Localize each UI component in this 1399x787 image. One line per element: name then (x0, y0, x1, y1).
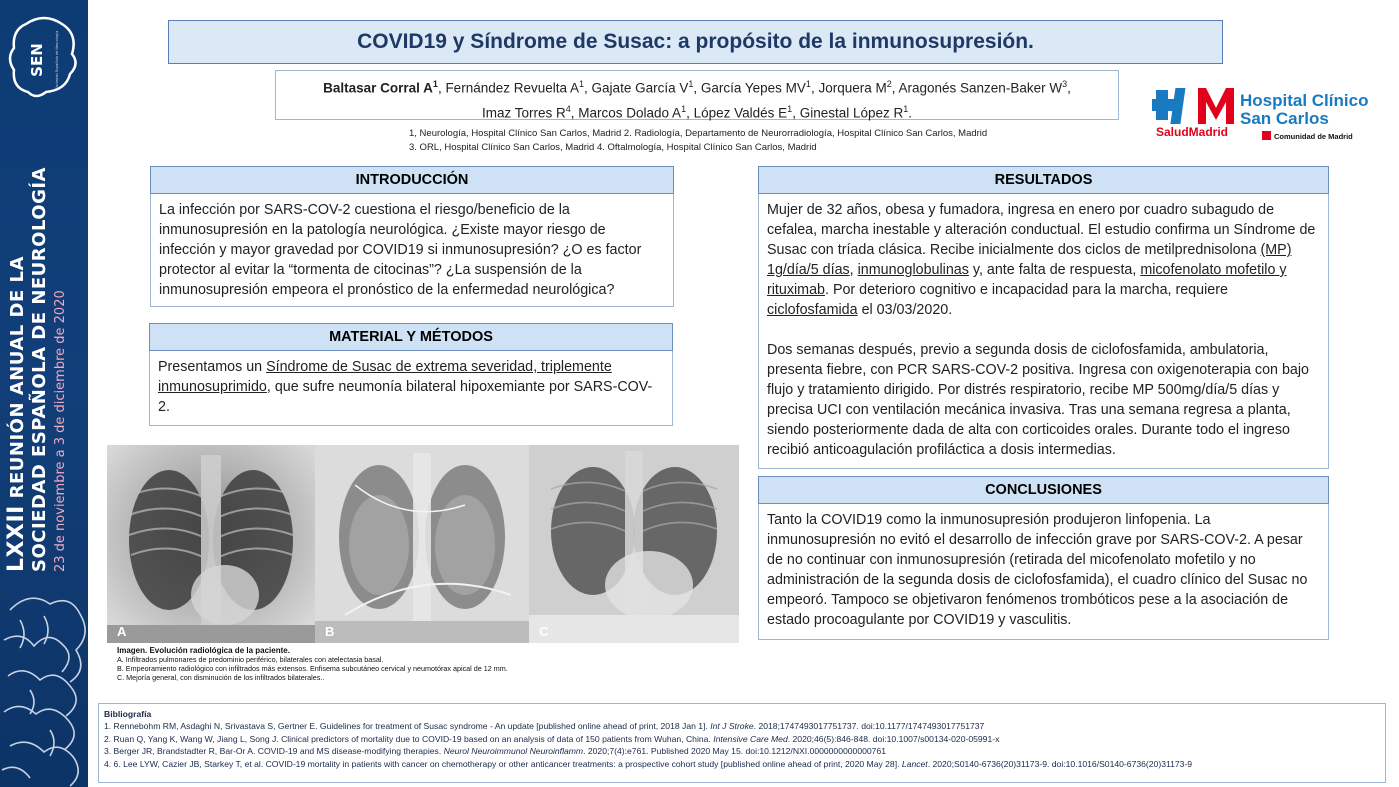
hospital-name-line2: San Carlos (1240, 109, 1329, 128)
methods-highlight: Síndrome de Susac de extrema severidad, triplemente inmunosuprimido (158, 359, 612, 395)
sen-logo-text: SEN (28, 43, 46, 77)
conclusions-body: Tanto la COVID19 como la inmunosupresión produjeron linfopenia. La inmunosupresión no evitó el desarrollo de infección grave por SARS-COV-2. A pesar de no continuar con inmunosupresión (retirada del micofenolato mofetilo y no administración de la segunda dosis de ciclofosfamida), el cuadro clínico del Susac no empeoró. Tampoco se objetivaron fenómenos trombóticos pese a la asociación de estado procoagulante por COVID19 y vasculitis. (758, 504, 1329, 640)
xray-image-c (529, 445, 739, 643)
caption-item: C. Mejoría general, con disminución de los infiltrados bilaterales.. (117, 673, 325, 682)
results-paragraph-2: Dos semanas después, previo a segunda dosis de ciclofosfamida, ambulatoria, presenta fiebre, con PCR SARS-COV-2 positiva. Ingresa con oxigenoterapia con bajo flujo y tratamiento dirigido. Por distrés respiratorio, recibe MP 500mg/día/5 días y precisa UCI con ventilación mecánica invasiva. Tras una semana regresa a planta, siendo posteriormente dada de alta con corticoides orales. Durante todo el ingreso recibió anticoagulación profiláctica a dosis intermedias. (767, 342, 1309, 458)
hospital-logo-icon (1152, 84, 1377, 146)
author-item: , Ginestal López R (792, 105, 904, 120)
bibliography-heading: Bibliografía (104, 709, 152, 719)
results-body (758, 194, 1329, 469)
authors-box (275, 70, 1119, 120)
chest-xray-icon (315, 445, 529, 643)
xray-image-b (315, 445, 529, 643)
image-caption (117, 646, 508, 682)
brain-illustration-icon (0, 590, 88, 787)
author-item: , Gajate García V (584, 80, 689, 96)
affiliation-line2: 3. ORL, Hospital Clínico San Carlos, Madrid 4. Oftalmología, Hospital Clínico San Carlos, Madrid (409, 142, 817, 153)
caption-item: A. Infiltrados pulmonares de predominio periférico, bilaterales con atelectasia basal. (117, 655, 384, 664)
methods-heading: MATERIAL Y MÉTODOS (149, 323, 673, 351)
comunidad-madrid-text: Comunidad de Madrid (1274, 132, 1353, 141)
authors-line2: Imaz Torres $R^4$, Marcos Dolado $A^1$, López Valdés $E^1$, Ginestal López $R^1$. (481, 103, 913, 120)
author-item: , Marcos Dolado A (570, 105, 682, 120)
congress-line1: REUNIÓN ANUAL DE LA (7, 256, 28, 499)
caption-title: Imagen. Evolución radiológica de la paciente. (117, 646, 290, 655)
intro-body: La infección por SARS-COV-2 cuestiona el riesgo/beneficio de la inmunosupresión en la patología neurológica. ¿Existe mayor riesgo de infección y mayor gravedad por COVID19 si inmunosupresión? ¿O es factor protector al evitar la “tormenta de citocinas”? ¿La suspensión de la inmunosupresión empeora el pronóstico de la enfermedad neurológica? (150, 194, 674, 307)
chest-xray-icon (529, 445, 739, 643)
salud-madrid-text: SaludMadrid (1156, 125, 1229, 139)
congress-dates: 23 de noviembre a 3 de diciembre de 2020 (53, 290, 68, 572)
congress-line2: SOCIEDAD ESPAÑOLA DE NEUROLOGÍA (29, 167, 50, 572)
intro-heading: INTRODUCCIÓN (150, 166, 674, 194)
author-item: , López Valdés E (686, 105, 788, 120)
chest-xray-icon (107, 445, 315, 643)
reference-item: 4. 6. Lee LYW, Cazier JB, Starkey T, et al. COVID-19 mortality in patients with cancer on chemotherapy or other anticancer treatments: a prospective cohort study [published online ahead of print, 2020 May 28]. Lancet. 2020;S0140-6736(20)31173-9. doi:10.1016/S0140-6736(20)31173-9 (104, 758, 1193, 769)
lead-author: Baltasar Corral A (323, 80, 433, 96)
caption-item: B. Empeoramiento radiológico con infiltrados más extensos. Enfisema subcutáneo cervical y neumotórax apical de 12 mm. (117, 664, 508, 673)
authors-line1: Baltasar Corral $A^1$, Fernández Revuelta $A^1$, Gajate García $V^1$, García Yepes $MV^1$, Jorquera $M^2$, Aragonés Sanzen-Baker $W^3$, (323, 79, 1071, 96)
author-item: , Jorquera M (810, 80, 887, 96)
xray-label-c: C (539, 624, 549, 639)
affiliations (409, 127, 987, 155)
hospital-name-line1: Hospital Clínico (1240, 91, 1369, 110)
conclusions-heading: CONCLUSIONES (758, 476, 1329, 504)
congress-sidebar (0, 0, 88, 787)
reference-item: 2. Ruan Q, Yang K, Wang W, Jiang L, Song J. Clinical predictors of mortality due to COVID-19 based on an analysis of data of 150 patients from Wuhan, China. Intensive Care Med. 2020;46(5):846-848. doi:10.1007/s00134-020-05991-x (104, 733, 1000, 744)
sen-logo-subtext: Sociedad Española de Neurología (55, 30, 59, 90)
xray-label-b: B (325, 624, 335, 639)
author-item: , Fernández Revuelta A (437, 80, 580, 96)
methods-body: Presentamos un Síndrome de Susac de extrema severidad, triplemente inmunosuprimido, que sufre neumonía bilateral hipoxemiante por SARS-COV-2. (149, 351, 673, 426)
reference-item: 3. Berger JR, Brandstadter R, Bar-Or A. COVID-19 and MS disease-modifying therapies. Neurol Neuroimmunol Neuroinflamm. 2020;7(4):e761. Published 2020 May 15. doi:10.1212/NXI.0000000000000761 (104, 746, 887, 757)
bibliography (98, 703, 1386, 783)
author-item: Imaz Torres R (481, 105, 566, 120)
author-item: , Aragonés Sanzen-Baker W (891, 80, 1063, 96)
results-paragraph-1: Mujer de 32 años, obesa y fumadora, ingresa en enero por cuadro subagudo de cefalea, marcha inestable y alteración conductual. El estudio confirma un Síndrome de Susac con tríada clásica. Recibe inicialmente dos ciclos de metilprednisolona (MP) 1g/día/5 días, inmunoglobulinas y, ante falta de respuesta, micofenolato mofetilo y rituximab. Por deterioro cognitivo e incapacidad para la marcha, requiere ciclofosfamida el 03/03/2020. (767, 202, 1316, 318)
congress-title (6, 167, 71, 572)
edition-number: LXXII (4, 505, 29, 572)
poster-title: COVID19 y Síndrome de Susac: a propósito de la inmunosupresión. (168, 20, 1223, 64)
affiliation-line1: 1, Neurología, Hospital Clínico San Carlos, Madrid 2. Radiología, Departamento de Neurorradiología, Hospital Clínico San Carlos, Madrid (409, 128, 988, 139)
author-item: , García Yepes MV (693, 80, 806, 96)
results-heading: RESULTADOS (758, 166, 1329, 194)
reference-item: 1. Rennebohm RM, Asdaghi N, Srivastava S, Gertner E. Guidelines for treatment of Susac syndrome - An update [published online ahead of print, 2018 Jan 1]. Int J Stroke. 2018;1747493017751737. doi:10.1177/1747493017751737 (104, 721, 985, 732)
xray-image-a (107, 445, 315, 643)
sen-logo-icon (6, 14, 82, 104)
xray-label-a: A (117, 624, 127, 639)
